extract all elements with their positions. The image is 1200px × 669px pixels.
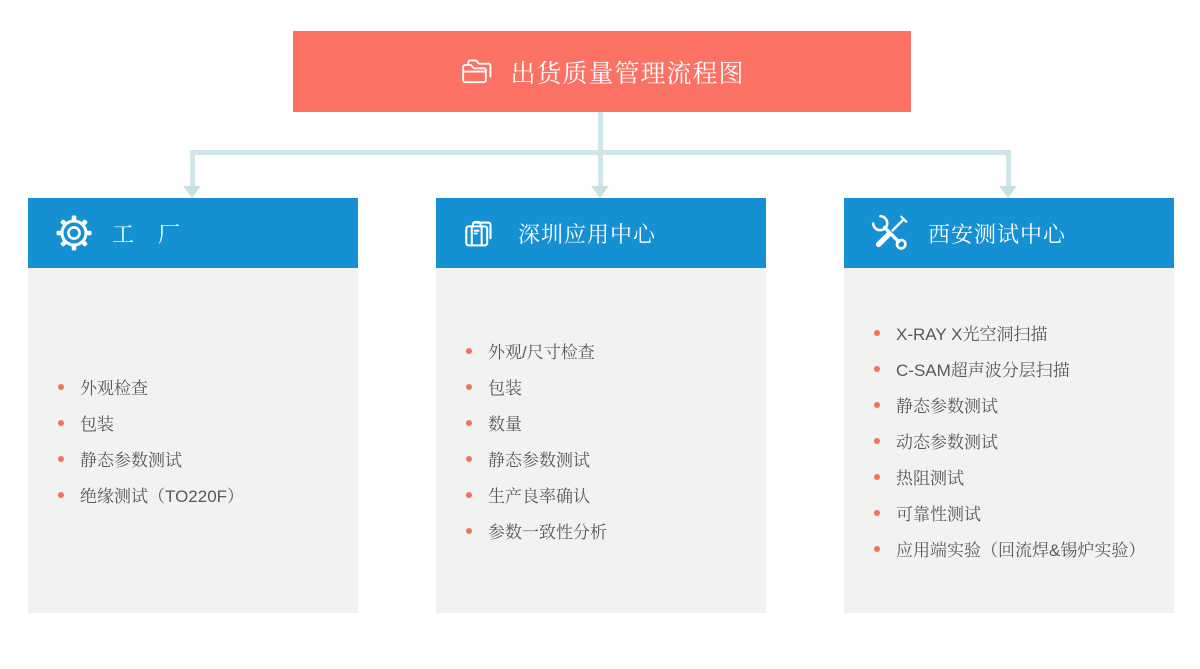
list-item: 静态参数测试 bbox=[466, 441, 756, 477]
column-shenzhen-body bbox=[436, 268, 766, 613]
column-factory bbox=[28, 198, 358, 613]
column-xian-title: 西安测试中心 bbox=[928, 221, 1067, 247]
list-item: 静态参数测试 bbox=[874, 387, 1164, 423]
banner-title: 出货质量管理流程图 bbox=[510, 59, 745, 88]
bullet-icon bbox=[466, 456, 472, 462]
bullet-icon bbox=[874, 546, 880, 552]
bullet-icon bbox=[58, 420, 64, 426]
connector-drop-left bbox=[190, 150, 195, 188]
column-xian-center bbox=[844, 198, 1174, 613]
list-item: 应用端实验（回流焊&锡炉实验） bbox=[874, 531, 1164, 567]
banner-shipment-quality bbox=[293, 31, 911, 112]
bullet-icon bbox=[466, 384, 472, 390]
list-item: 可靠性测试 bbox=[874, 495, 1164, 531]
list-item: 外观检查 bbox=[58, 369, 348, 405]
arrow-down-icon bbox=[591, 186, 609, 198]
list-item: C-SAM超声波分层扫描 bbox=[874, 351, 1164, 387]
bullet-icon bbox=[466, 492, 472, 498]
column-shenzhen-header bbox=[436, 198, 766, 268]
bullet-icon bbox=[874, 366, 880, 372]
connector-drop-center bbox=[598, 150, 603, 188]
bullet-icon bbox=[58, 384, 64, 390]
bullet-icon bbox=[466, 348, 472, 354]
list-item: 数量 bbox=[466, 405, 756, 441]
column-factory-header bbox=[28, 198, 358, 268]
list-item: 外观/尺寸检查 bbox=[466, 333, 756, 369]
list-item: 静态参数测试 bbox=[58, 441, 348, 477]
connector-drop-right bbox=[1006, 150, 1011, 188]
suitcase-icon bbox=[462, 215, 500, 252]
list-item: 热阻测试 bbox=[874, 459, 1164, 495]
column-factory-body bbox=[28, 268, 358, 613]
list-item: 生产良率确认 bbox=[466, 477, 756, 513]
list-item: 动态参数测试 bbox=[874, 423, 1164, 459]
bullet-icon bbox=[874, 438, 880, 444]
bullet-icon bbox=[58, 492, 64, 498]
column-shenzhen-title: 深圳应用中心 bbox=[518, 221, 657, 247]
connector-stem bbox=[598, 112, 603, 154]
arrow-down-icon bbox=[183, 186, 201, 198]
bullet-icon bbox=[874, 330, 880, 336]
bullet-icon bbox=[466, 528, 472, 534]
bullet-icon bbox=[466, 420, 472, 426]
column-xian-header bbox=[844, 198, 1174, 268]
bullet-icon bbox=[874, 474, 880, 480]
bullet-icon bbox=[58, 456, 64, 462]
list-item: 包装 bbox=[58, 405, 348, 441]
gear-icon bbox=[54, 213, 94, 253]
list-item: X-RAY X光空洞扫描 bbox=[874, 315, 1164, 351]
tools-icon bbox=[870, 213, 910, 253]
bullet-icon bbox=[874, 402, 880, 408]
column-shenzhen-center bbox=[436, 198, 766, 613]
list-item: 参数一致性分析 bbox=[466, 513, 756, 549]
folder-icon bbox=[459, 56, 496, 88]
list-item: 绝缘测试（TO220F） bbox=[58, 477, 348, 513]
arrow-down-icon bbox=[999, 186, 1017, 198]
column-xian-body bbox=[844, 268, 1174, 613]
column-factory-title: 工 厂 bbox=[112, 221, 182, 247]
bullet-icon bbox=[874, 510, 880, 516]
list-item: 包装 bbox=[466, 369, 756, 405]
